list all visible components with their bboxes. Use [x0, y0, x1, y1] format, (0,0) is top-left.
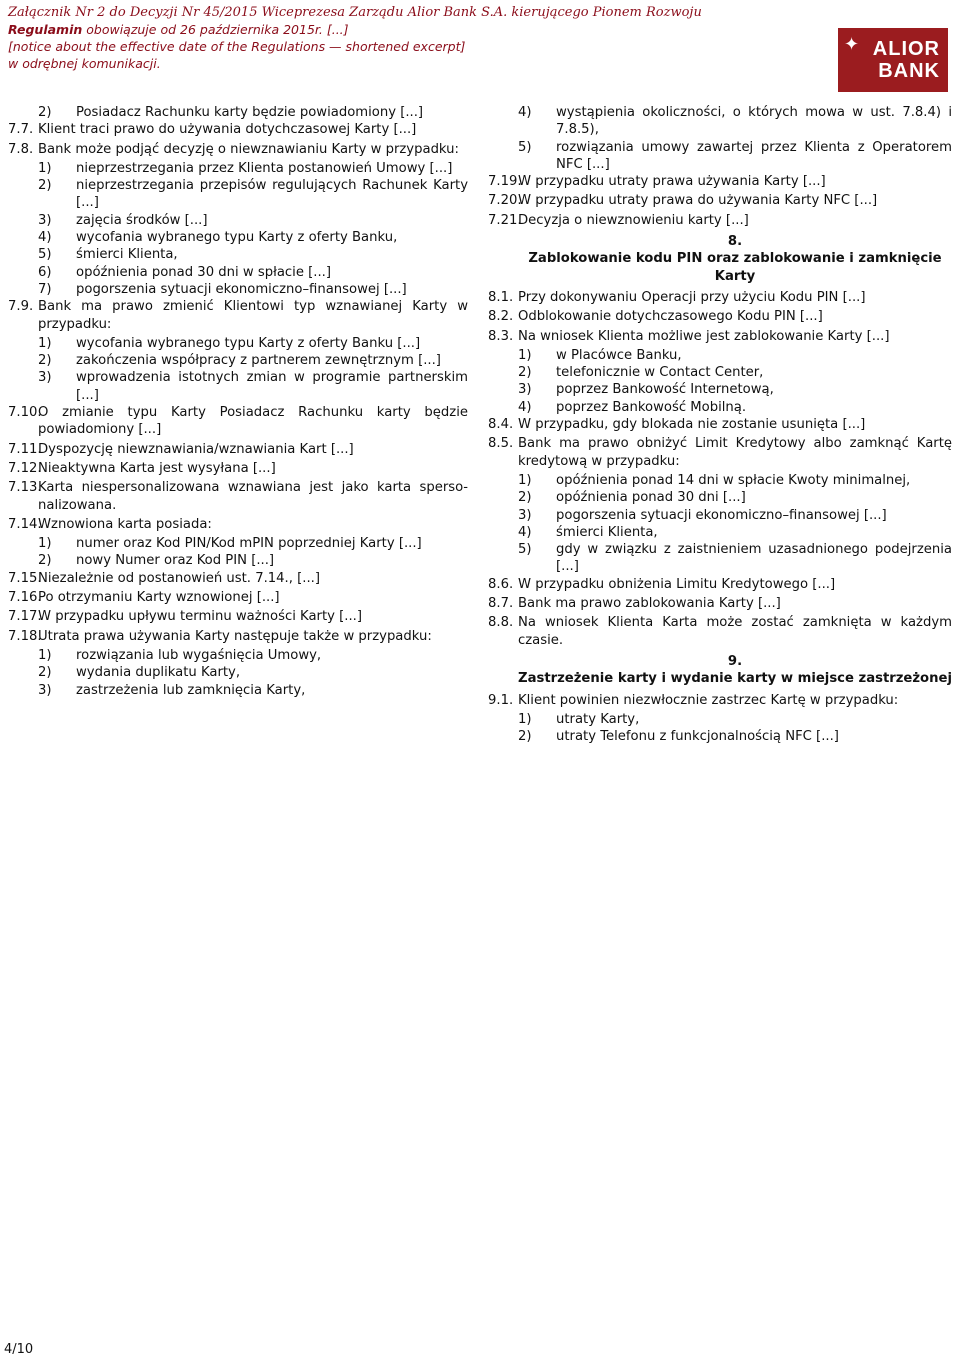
point-text: rozwiązania umowy zawartej przez Klienta z Operatorem NFC [...]	[556, 139, 952, 172]
clause	[488, 173, 952, 190]
point-text: utraty Telefonu z funkcjonalnością NFC [...]	[556, 729, 839, 745]
list-point	[518, 728, 952, 745]
clause-text: Na wniosek Klienta możliwe jest zablokowanie Karty [...]	[518, 328, 890, 344]
clause-number: 8.7.	[488, 596, 514, 612]
point-number: 5)	[38, 247, 52, 263]
header-line-attachment: Załącznik Nr 2 do Decyzji Nr 45/2015 Wiceprezesa Zarządu Alior Bank S.A. kierującego Pionem Rozwoju	[8, 5, 702, 20]
clause-number: 7.12.	[8, 460, 42, 476]
clause-number: 8.4.	[488, 417, 514, 433]
point-number: 4)	[38, 230, 52, 246]
point-number: 1)	[38, 647, 52, 663]
header-line-4: w odrębnej komunikacji.	[8, 56, 161, 71]
clause-number: 8.3.	[488, 328, 514, 344]
point-text: opóźnienia ponad 14 dni w spłacie Kwoty minimalnej,	[556, 472, 911, 488]
clause-number: 7.21.	[488, 212, 522, 228]
list-point	[518, 399, 952, 416]
clause-number: 8.5.	[488, 436, 514, 452]
clause-number: 7.20.	[488, 193, 522, 209]
clause	[8, 441, 468, 458]
clause-text: W przypadku utraty prawa używania Karty [...]	[518, 174, 826, 190]
point-number: 2)	[38, 553, 52, 569]
list-point	[38, 281, 468, 298]
point-number: 3)	[38, 682, 52, 698]
clause-text: Wznowiona karta posiada:	[38, 516, 212, 532]
clause-text: Dyspozycję niewznawiania/wznawiania Kart [...]	[38, 441, 354, 457]
clause-text: Utrata prawa używania Karty następuje także w przypadku:	[38, 628, 432, 644]
clause-text: O zmianie typu Karty Posiadacz Rachunku karty będzie powiadomiony [...]	[38, 405, 468, 438]
point-text: zakończenia współpracy z partnerem zewnętrznym [...]	[76, 353, 441, 369]
point-text: nieprzestrzegania przepisów regulujących Rachunek Karty [...]	[76, 178, 468, 211]
clause-text: Po otrzymaniu Karty wznowionej [...]	[38, 590, 280, 606]
point-number: 2)	[518, 365, 532, 381]
clause	[8, 121, 468, 138]
point-text: wystąpienia okoliczności, o których mowa w ust. 7.8.4) i 7.8.5),	[556, 105, 952, 138]
point-number: 2)	[38, 353, 52, 369]
clause	[488, 308, 952, 325]
point-text: opóźnienia ponad 30 dni w spłacie [...]	[76, 264, 331, 280]
point-text: śmierci Klienta,	[76, 247, 178, 263]
section-number: 9.	[727, 653, 743, 669]
clause-number: 8.6.	[488, 576, 514, 592]
point-number: 6)	[38, 264, 52, 280]
list-point	[518, 507, 952, 524]
point-number: 3)	[518, 507, 532, 523]
point-text: wprowadzenia istotnych zmian w programie partnerskim [...]	[76, 370, 468, 403]
point-text: poprzez Bankowość Internetową,	[556, 382, 774, 398]
clause-number: 7.16.	[8, 590, 42, 606]
clause-text: W przypadku, gdy blokada nie zostanie usunięta [...]	[518, 417, 866, 433]
point-number: 2)	[38, 665, 52, 681]
list-point	[38, 647, 468, 664]
list-point	[38, 552, 468, 569]
clause-text: Klient traci prawo do używania dotychczasowej Karty [...]	[38, 122, 417, 138]
point-text: Posiadacz Rachunku karty będzie powiadomiony [...]	[76, 105, 424, 120]
list-point	[38, 369, 468, 404]
point-number: 4)	[518, 105, 532, 120]
alior-wing-icon: ✦	[844, 34, 860, 55]
point-text: zajęcia środków [...]	[76, 212, 208, 228]
point-text: zastrzeżenia lub zamknięcia Karty,	[76, 682, 306, 698]
clause	[488, 595, 952, 612]
point-number: 4)	[518, 399, 532, 415]
point-text: rozwiązania lub wygaśnięcia Umowy,	[76, 647, 322, 663]
header-regulamin-word: Regulamin	[8, 22, 83, 37]
point-number: 2)	[38, 105, 52, 120]
clause	[8, 608, 468, 625]
clause-text: Niezależnie od postanowień ust. 7.14., [...]	[38, 570, 320, 586]
point-number: 2)	[518, 490, 532, 506]
section-title: Zablokowanie kodu PIN oraz zablokowanie i zamknięcie Karty	[528, 251, 942, 284]
clause-text: Karta niespersonalizowana wznawiana jest jako karta spersonalizowana.	[38, 480, 468, 513]
clause-number: 7.7.	[8, 122, 34, 138]
clause-text: Bank ma prawo obniżyć Limit Kredytowy albo zamknąć Kartę kredytową w przypadku:	[518, 436, 952, 469]
point-number: 5)	[518, 542, 532, 558]
list-point	[518, 472, 952, 489]
clause-text: Bank ma prawo zmienić Klientowi typ wznawianej Karty w przypadku:	[38, 299, 468, 332]
section-heading	[518, 653, 952, 688]
point-number: 1)	[518, 711, 532, 727]
list-point	[518, 104, 952, 139]
point-number: 1)	[518, 347, 532, 363]
point-number: 3)	[518, 382, 532, 398]
list-point	[38, 160, 468, 177]
point-number: 7)	[38, 281, 52, 297]
clause-text: W przypadku upływu terminu ważności Karty [...]	[38, 609, 363, 625]
point-text: poprzez Bankowość Mobilną.	[556, 399, 747, 415]
list-point	[518, 347, 952, 364]
clause-text: Odblokowanie dotychczasowego Kodu PIN [...]	[518, 309, 823, 325]
point-number: 3)	[38, 212, 52, 228]
point-number: 4)	[518, 524, 532, 540]
clause-number: 8.8.	[488, 615, 514, 631]
right-column	[488, 104, 952, 745]
clause-text: Przy dokonywaniu Operacji przy użyciu Kodu PIN [...]	[518, 289, 866, 305]
clause	[8, 298, 468, 333]
header-notice	[8, 4, 808, 72]
page-number: 4/10	[4, 1342, 34, 1357]
clause	[488, 212, 952, 229]
header-line-effective	[8, 21, 808, 38]
logo-line-1: ALIOR	[872, 38, 940, 60]
logo-line-2: BANK	[878, 60, 940, 82]
clause-text: W przypadku obniżenia Limitu Kredytowego [...]	[518, 576, 836, 592]
point-number: 5)	[518, 139, 532, 155]
list-point	[518, 711, 952, 728]
point-text: pogorszenia sytuacji ekonomiczno–finansowej [...]	[556, 507, 887, 523]
point-text: w Placówce Banku,	[556, 347, 682, 363]
point-number: 1)	[518, 472, 532, 488]
clause-number: 7.11.	[8, 441, 42, 457]
point-text: opóźnienia ponad 30 dni [...]	[556, 490, 746, 506]
clause	[8, 141, 468, 158]
clause-number: 7.8.	[8, 141, 34, 157]
point-text: utraty Karty,	[556, 711, 640, 727]
point-number: 3)	[38, 370, 52, 386]
alior-bank-logo	[838, 28, 948, 92]
list-point	[38, 264, 468, 281]
list-point	[38, 535, 468, 552]
clause-text: Decyzja o niewznowieniu karty [...]	[518, 212, 749, 228]
clause	[8, 628, 468, 645]
clause-number: 7.15.	[8, 570, 42, 586]
point-text: wycofania wybranego typu Karty z oferty Banku,	[76, 230, 398, 246]
clause-number: 7.17.	[8, 609, 42, 625]
section-number: 8.	[727, 234, 743, 250]
section-heading	[518, 233, 952, 285]
clause	[488, 289, 952, 306]
section-title: Zastrzeżenie karty i wydanie karty w miejsce zastrzeżonej	[518, 671, 952, 687]
point-text: śmierci Klienta,	[556, 524, 658, 540]
list-point	[518, 364, 952, 381]
point-text: wydania duplikatu Karty,	[76, 665, 241, 681]
point-number: 1)	[38, 335, 52, 351]
list-point	[518, 139, 952, 174]
point-number: 1)	[38, 536, 52, 552]
point-number: 2)	[518, 729, 532, 745]
clause-number: 7.18.	[8, 628, 42, 644]
list-point	[38, 229, 468, 246]
point-text: gdy w związku z zaistnieniem uzasadnionego podejrzenia [...]	[556, 542, 952, 575]
clause-number: 8.1.	[488, 289, 514, 305]
point-text: pogorszenia sytuacji ekonomiczno–finansowej [...]	[76, 281, 407, 297]
clause-number: 8.2.	[488, 309, 514, 325]
clause	[8, 479, 468, 514]
list-point	[38, 104, 468, 121]
point-text: nowy Numer oraz Kod PIN [...]	[76, 553, 275, 569]
list-point	[38, 664, 468, 681]
list-point	[518, 541, 952, 576]
point-number: 1)	[38, 160, 52, 176]
clause-number: 7.10.	[8, 405, 42, 421]
clause	[488, 416, 952, 433]
header-line-effective-rest: obowiązuje od 26 października 2015r. [...]	[82, 22, 349, 37]
point-text: telefonicznie w Contact Center,	[556, 365, 764, 381]
list-point	[38, 352, 468, 369]
clause	[488, 328, 952, 345]
list-point	[38, 212, 468, 229]
point-text: wycofania wybranego typu Karty z oferty Banku [...]	[76, 335, 421, 351]
document-header	[0, 0, 960, 92]
clause-number: 9.1.	[488, 692, 514, 708]
clause	[488, 692, 952, 709]
clause-number: 7.9.	[8, 299, 34, 315]
clause-number: 7.13.	[8, 480, 42, 496]
clause-text: Bank ma prawo zablokowania Karty [...]	[518, 596, 781, 612]
clause	[8, 589, 468, 606]
clause-number: 7.14.	[8, 516, 42, 532]
clause-text: Na wniosek Klienta Karta może zostać zamknięta w każdym czasie.	[518, 615, 952, 648]
clause-number: 7.19.	[488, 174, 522, 190]
clause-text: Nieaktywna Karta jest wysyłana [...]	[38, 460, 276, 476]
clause	[8, 516, 468, 533]
list-point	[38, 335, 468, 352]
point-text: nieprzestrzegania przez Klienta postanowień Umowy [...]	[76, 160, 453, 176]
list-point	[518, 381, 952, 398]
clause	[8, 570, 468, 587]
point-number: 2)	[38, 178, 52, 194]
left-column	[8, 104, 468, 699]
clause-text: Bank może podjąć decyzję o niewznawianiu Karty w przypadku:	[38, 141, 459, 157]
list-point	[518, 489, 952, 506]
list-point	[38, 177, 468, 212]
list-point	[38, 682, 468, 699]
clause	[8, 460, 468, 477]
clause	[488, 435, 952, 470]
clause	[488, 576, 952, 593]
header-line-3: [notice about the effective date of the Regulations — shortened excerpt]	[8, 39, 466, 54]
point-text: numer oraz Kod PIN/Kod mPIN poprzedniej Karty [...]	[76, 536, 422, 552]
clause	[488, 614, 952, 649]
list-point	[38, 246, 468, 263]
list-point	[518, 524, 952, 541]
clause-text: W przypadku utraty prawa do używania Karty NFC [...]	[518, 193, 878, 209]
clause-text: Klient powinien niezwłocznie zastrzec Kartę w przypadku:	[518, 692, 899, 708]
logo-wordmark	[873, 38, 940, 82]
clause	[488, 192, 952, 209]
clause	[8, 404, 468, 439]
